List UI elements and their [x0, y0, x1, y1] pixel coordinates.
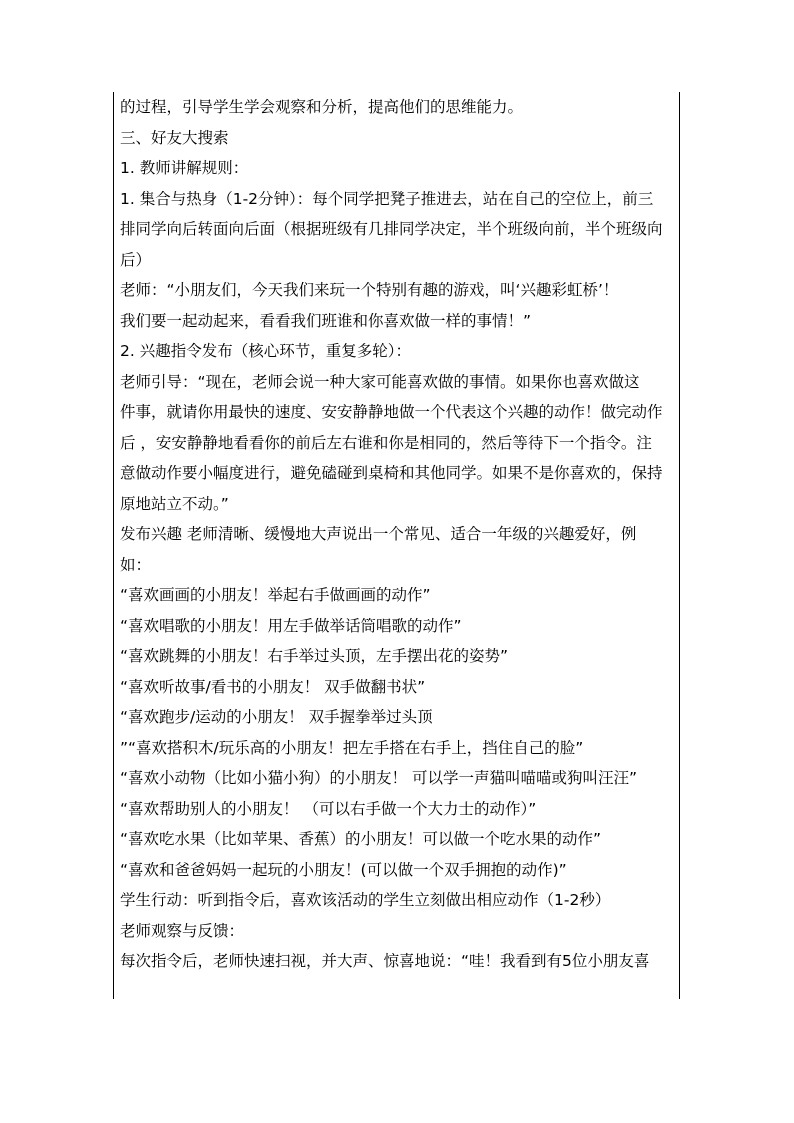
- example-line: “喜欢唱歌的小朋友！用左手做举话筒唱歌的动作”: [120, 616, 462, 635]
- text-line: 意做动作要小幅度进行，避免磕碰到桌椅和其他同学。如果不是你喜欢的，保持: [120, 464, 663, 482]
- example-line: “喜欢小动物（比如小猫小狗）的小朋友！ 可以学一声猫叫喵喵或狗叫汪汪”: [120, 769, 637, 787]
- text-line: 后）: [120, 250, 152, 269]
- text-line: 后 ，安安静静地看看你的前后左右谁和你是相同的，然后等待下一个指令。注: [120, 433, 652, 452]
- text-line: 我们要一起动起来，看看我们班谁和你喜欢做一样的事情！”: [120, 311, 532, 330]
- text-line: 件事，就请你用最快的速度、安安静静地做一个代表这个兴趣的动作！做完动作: [120, 403, 663, 421]
- example-line: “喜欢吃水果（比如苹果、香蕉）的小朋友！可以做一个吃水果的动作”: [120, 830, 602, 848]
- lesson-text-block: [120, 92, 676, 977]
- text-line: 1. 集合与热身（1-2分钟）：每个同学把凳子推进去，站在自己的空位上，前三: [120, 189, 654, 208]
- text-line: 1. 教师讲解规则：: [120, 159, 249, 177]
- text-line: 如：: [120, 555, 152, 574]
- text-line: 老师：“小朋友们，今天我们来玩一个特别有趣的游戏，叫‘兴趣彩虹桥’！: [120, 281, 619, 299]
- text-line: 学生行动：听到指令后，喜欢该活动的学生立刻做出相应动作（1-2秒）: [120, 891, 611, 909]
- example-line: “喜欢跑步/运动的小朋友！ 双手握拳举过头顶: [120, 708, 433, 726]
- text-line: 每次指令后，老师快速扫视，并大声、惊喜地说：“哇！我看到有5位小朋友喜: [120, 952, 650, 970]
- text-line: 老师观察与反馈：: [120, 921, 245, 940]
- example-line: “喜欢听故事/看书的小朋友！ 双手做翻书状”: [120, 677, 426, 696]
- example-line: “喜欢画画的小朋友！举起右手做画画的动作”: [120, 586, 431, 604]
- text-line: 排同学向后转面向后面（根据班级有几排同学决定，半个班级向前，半个班级向: [120, 220, 663, 238]
- example-line: “喜欢跳舞的小朋友！右手举过头顶，左手摆出花的姿势”: [120, 647, 509, 665]
- example-line: ”“喜欢搭积木/玩乐高的小朋友！把左手搭在右手上，挡住自己的脸”: [120, 738, 584, 757]
- section-heading: 三、好友大搜索: [120, 128, 229, 147]
- example-line: “喜欢和爸爸妈妈一起玩的小朋友！(可以做一个双手拥抱的动作)”: [120, 860, 567, 879]
- text-line: 老师引导：“现在，老师会说一种大家可能喜欢做的事情。如果你也喜欢做这: [120, 372, 640, 391]
- text-line: 的过程，引导学生学会观察和分析，提高他们的思维能力。: [120, 98, 524, 116]
- example-line: “喜欢帮助别人的小朋友！ （可以右手做一个大力士的动作）”: [120, 799, 537, 818]
- text-line: 原地站立不动。”: [120, 494, 229, 513]
- text-line: 发布兴趣 老师清晰、缓慢地大声说出一个常见、适合一年级的兴趣爱好，例: [120, 525, 637, 543]
- text-line: 2. 兴趣指令发布（核心环节，重复多轮）：: [120, 342, 411, 360]
